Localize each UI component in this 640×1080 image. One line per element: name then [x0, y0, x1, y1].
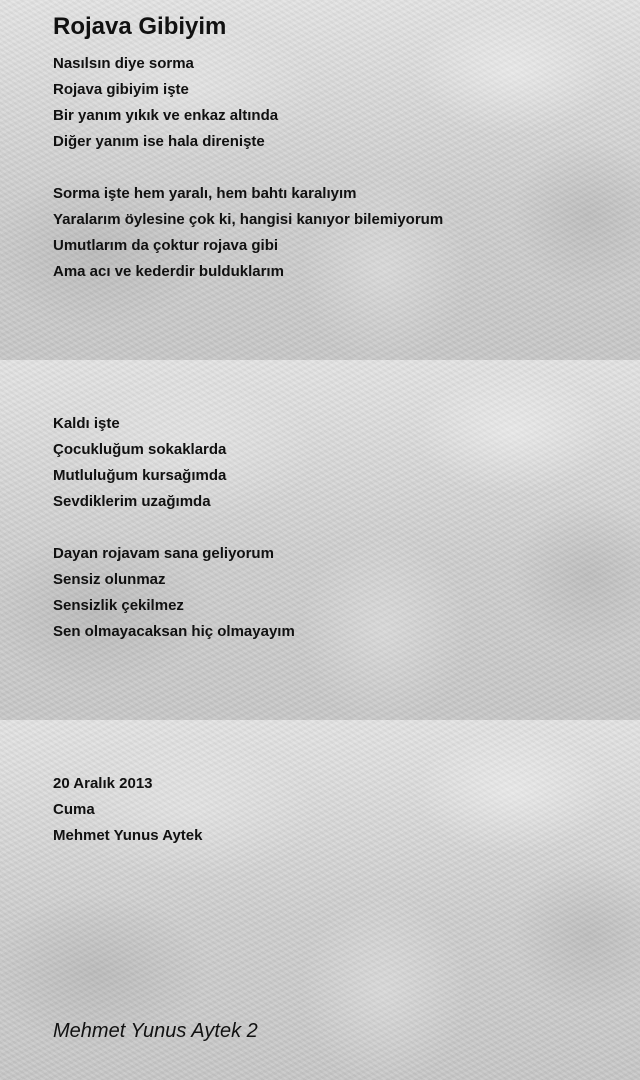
- poem-line: Diğer yanım ise hala direnişte: [53, 133, 265, 150]
- stanza-3: [53, 411, 226, 515]
- poem-line: Mutluluğum kursağımda: [53, 467, 227, 484]
- stanza-2: [53, 181, 443, 285]
- poem-line: Sevdiklerim uzağımda: [53, 493, 211, 510]
- poem-meta: [53, 771, 203, 849]
- poem-line: Kaldı işte: [53, 415, 120, 432]
- poem-date: 20 Aralık 2013: [53, 775, 153, 792]
- poem-line: Umutlarım da çoktur rojava gibi: [53, 237, 279, 254]
- poem-line: Çocukluğum sokaklarda: [53, 441, 227, 458]
- poem-line: Sen olmayacaksan hiç olmayayım: [53, 623, 295, 640]
- poem-day: Cuma: [53, 801, 95, 818]
- poem-line: Dayan rojavam sana geliyorum: [53, 545, 274, 562]
- poem-line: Ama acı ve kederdir bulduklarım: [53, 263, 284, 280]
- poem-line: Nasılsın diye sorma: [53, 55, 194, 72]
- poem-line: Rojava gibiyim işte: [53, 81, 189, 98]
- poem-line: Sorma işte hem yaralı, hem bahtı karalıyım: [53, 185, 357, 202]
- poem-title: Rojava Gibiyim: [53, 13, 227, 40]
- stanza-1: [53, 51, 278, 155]
- poem-panel-2: [0, 360, 640, 720]
- poem-line: Sensiz olunmaz: [53, 571, 166, 588]
- signature: Mehmet Yunus Aytek 2: [53, 1020, 258, 1042]
- poem-line: Yaralarım öylesine çok ki, hangisi kanıyor bilemiyorum: [53, 211, 444, 228]
- poem-line: Sensizlik çekilmez: [53, 597, 184, 614]
- poem-author: Mehmet Yunus Aytek: [53, 827, 203, 844]
- poem-panel-3: [0, 720, 640, 1080]
- poem-panel-1: [0, 0, 640, 360]
- stanza-4: [53, 541, 295, 645]
- poem-line: Bir yanım yıkık ve enkaz altında: [53, 107, 279, 124]
